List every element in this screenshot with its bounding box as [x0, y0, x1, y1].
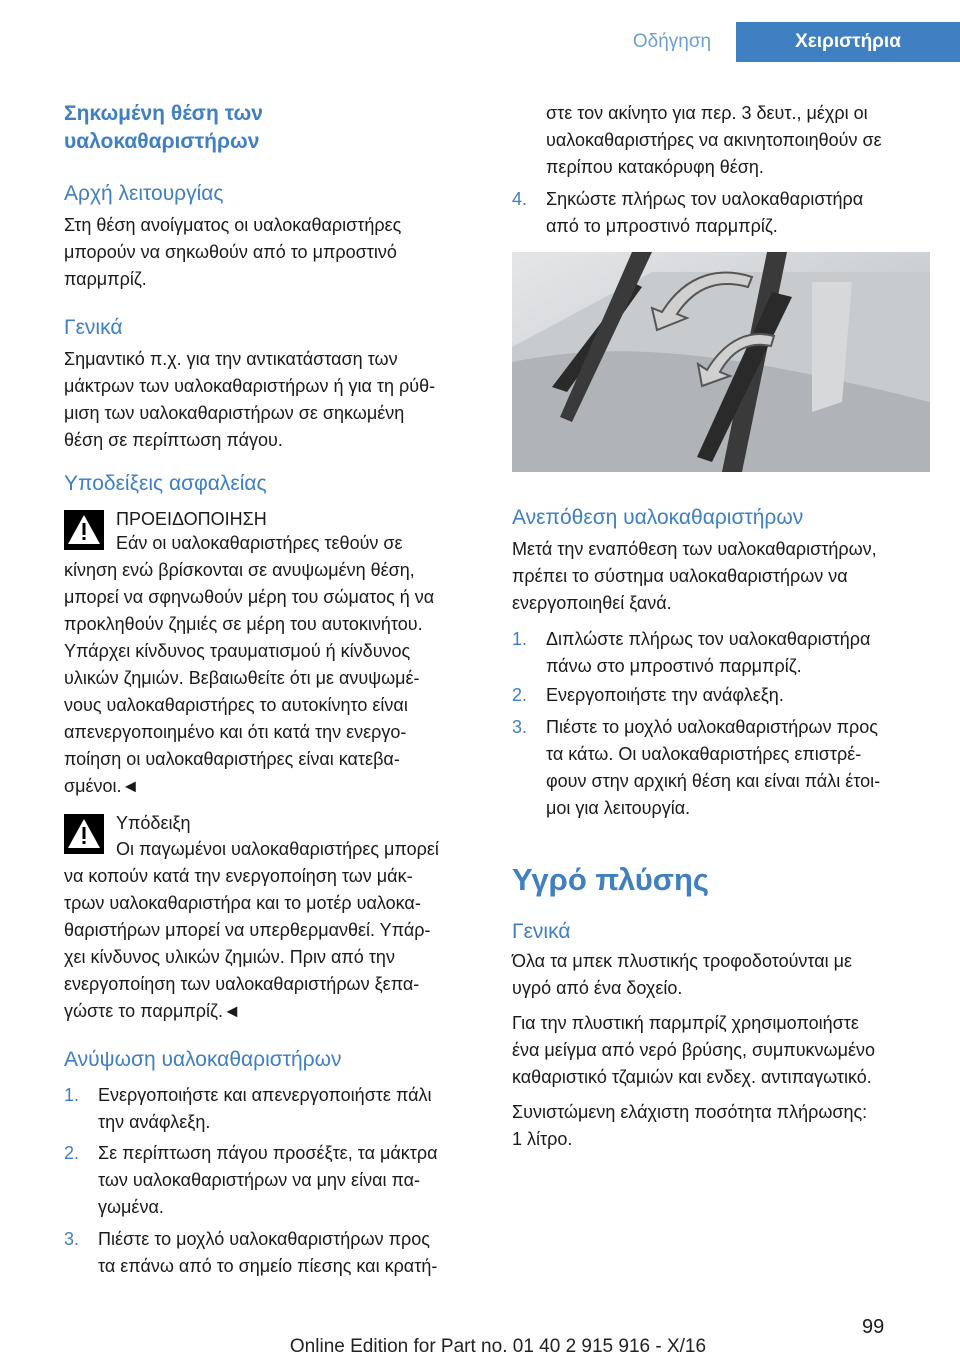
step-text-line: Διπλώστε πλήρως τον υαλοκαθαριστήρα	[546, 629, 871, 649]
header-section-tab[interactable]: Οδήγηση	[632, 31, 712, 52]
step-text-line: των υαλοκαθαριστήρων να μην είναι πα‐	[98, 1170, 421, 1190]
principle-heading: Αρχή λειτουργίας	[64, 182, 224, 205]
step-text-line: στε τον ακίνητο για περ. 3 δευτ., μέχρι οι	[546, 103, 868, 123]
raise-step-3-continued	[546, 100, 946, 181]
step-text-line: Πιέστε το μοχλό υαλοκαθαριστήρων προς	[546, 717, 878, 737]
step-text-line: πάνω στο μπροστινό παρμπρίζ.	[546, 656, 802, 676]
lower-step-2	[512, 682, 930, 712]
warning-2-title: Υπόδειξη	[116, 813, 191, 833]
raise-step-2	[64, 1140, 482, 1220]
general-line-4: θέση σε περίπτωση πάγου.	[64, 430, 283, 450]
step-text-line: μοι για λειτουργία.	[546, 798, 691, 818]
warning-triangle-icon	[64, 510, 104, 550]
wiper-illustration-drawing	[512, 252, 930, 472]
step-number: 3.	[512, 717, 528, 737]
lower-text-line: ενεργοποιηθεί ξανά.	[512, 593, 672, 613]
lower-text-line: πρέπει το σύστημα υαλοκαθαριστήρων να	[512, 566, 848, 586]
raise-step-4	[512, 186, 930, 242]
warning-2-line-4: θαριστήρων μπορεί να υπερθερμανθεί. Υπάρ‐	[64, 920, 431, 940]
lower-section	[512, 504, 930, 617]
step-text-line: υαλοκαθαριστήρες να ακινητοποιηθούν σε	[546, 130, 882, 150]
warning-2-line-7: γώστε το παρμπρίζ.◄	[64, 1001, 241, 1021]
step-text-line: Πιέστε το μοχλό υαλοκαθαριστήρων προς	[98, 1229, 430, 1249]
raise-step-3	[64, 1226, 482, 1282]
warning-triangle-icon	[64, 814, 104, 854]
lower-step-1	[512, 626, 930, 682]
section-title-line-2: υαλοκαθαριστήρων	[64, 130, 260, 153]
header-chapter-tab[interactable]: Χειριστήρια	[736, 22, 960, 62]
section-title-line-1: Σηκωμένη θέση των	[64, 102, 263, 125]
warning-2-first-line	[116, 836, 482, 863]
warning-2-line-3: τρων υαλοκαθαριστήρα και το μοτέρ υαλοκα‐	[64, 893, 421, 913]
washer-text-line: Συνιστώμενη ελάχιστη ποσότητα πλήρωσης:	[512, 1102, 868, 1122]
step-number: 1.	[64, 1085, 80, 1105]
wiper-illustration	[512, 252, 930, 472]
warning-2-line-2: να κοπούν κατά την ενεργοποίηση των μάκ‐	[64, 866, 413, 886]
general-section	[64, 314, 480, 454]
step-number: 2.	[512, 685, 528, 705]
warning-1-line-8: απενεργοποιημένο και ότι κατά την ενεργο‐	[64, 722, 407, 742]
warning-1-line-6: υλικών ζημιών. Βεβαιωθείτε ότι με ανυψωμέ‐	[64, 668, 420, 688]
step-text-line: τα κάτω. Οι υαλοκαθαριστήρες επιστρέ‐	[546, 744, 862, 764]
step-text-line: από το μπροστινό παρμπρίζ.	[546, 216, 778, 236]
washer-heading-text: Υγρό πλύσης	[512, 862, 710, 897]
principle-line-2: μπορούν να σηκωθούν από το μπροστινό	[64, 242, 397, 262]
step-text-line: την ανάφλεξη.	[98, 1112, 211, 1132]
lower-step-3	[512, 714, 930, 824]
section-title	[64, 100, 480, 156]
washer-general-heading: Γενικά	[512, 920, 571, 943]
washer-text-line: 1 λίτρο.	[512, 1129, 573, 1149]
safety-heading: Υποδείξεις ασφαλείας	[64, 472, 267, 495]
step-text-line: τα επάνω από το σημείο πίεσης και κρατή‐	[98, 1256, 438, 1276]
raise-heading-text: Ανύψωση υαλοκαθαριστήρων	[64, 1048, 342, 1071]
step-number: 3.	[64, 1229, 80, 1249]
step-text-line: Ενεργοποιήστε και απενεργοποιήστε πάλι	[98, 1085, 432, 1105]
warning-1-line-2: κίνηση ενώ βρίσκονται σε ανυψωμένη θέση,	[64, 560, 415, 580]
step-text-line: Σε περίπτωση πάγου προσέξτε, τα μάκτρα	[98, 1143, 438, 1163]
step-number: 2.	[64, 1143, 80, 1163]
warning-1-line-4: προκληθούν ζημιές σε μέρη του αυτοκινήτου.	[64, 614, 423, 634]
principle-section	[64, 180, 480, 293]
warning-1-line-9: ποίηση οι υαλοκαθαριστήρες είναι κατεβα‐	[64, 749, 400, 769]
warning-1-body	[64, 557, 482, 800]
washer-heading	[512, 862, 930, 898]
washer-text-line: ένα μείγμα από νερό βρύσης, συμπυκνωμένο	[512, 1040, 875, 1060]
warning-2-body	[64, 863, 482, 1025]
raise-heading	[64, 1046, 480, 1074]
general-line-3: μιση των υαλοκαθαριστήρων σε σηκωμένη	[64, 403, 405, 423]
warning-1-title: ΠΡΟΕΙΔΟΠΟΙΗΣΗ	[116, 509, 267, 529]
warning-2-line-6: ενεργοποίηση των υαλοκαθαριστήρων ξεπα‐	[64, 974, 420, 994]
general-line-2: μάκτρων των υαλοκαθαριστήρων ή για τη ρύθ‐	[64, 376, 436, 396]
page-header	[0, 0, 960, 60]
step-number: 1.	[512, 629, 528, 649]
step-text-line: περίπου κατακόρυφη θέση.	[546, 157, 764, 177]
warning-2-line-1: Οι παγωμένοι υαλοκαθαριστήρες μπορεί	[116, 839, 439, 859]
step-text-line: Ενεργοποιήστε την ανάφλεξη.	[546, 685, 784, 705]
step-text-line: Σηκώστε πλήρως τον υαλοκαθαριστήρα	[546, 189, 864, 209]
step-text-line: φουν στην αρχική θέση και είναι πάλι έτοι‐	[546, 771, 881, 791]
washer-text-line: καθαριστικό τζαμιών και ενδεχ. αντιπαγωτικό.	[512, 1067, 872, 1087]
warning-1-line-3: μπορεί να σφηνωθούν μέρη του σώματος ή να	[64, 587, 435, 607]
washer-text-line: Για την πλυστική παρμπρίζ χρησιμοποιήστε	[512, 1013, 859, 1033]
step-text-line: γωμένα.	[98, 1197, 164, 1217]
page-number: 99	[862, 1316, 885, 1338]
principle-line-1: Στη θέση ανοίγματος οι υαλοκαθαριστήρες	[64, 215, 402, 235]
warning-1-line-1: Εάν οι υαλοκαθαριστήρες τεθούν σε	[116, 533, 403, 553]
warning-1-line-5: Υπάρχει κίνδυνος τραυματισμού ή κίνδυνος	[64, 641, 411, 661]
edition-footer: Online Edition for Part no. 01 40 2 915 916 - X/16	[289, 1336, 707, 1357]
general-heading: Γενικά	[64, 316, 123, 339]
warning-2-line-5: χει κίνδυνος υλικών ζημιών. Πριν από την	[64, 947, 395, 967]
raise-step-1	[64, 1082, 482, 1132]
general-line-1: Σημαντικό π.χ. για την αντικατάσταση των	[64, 349, 398, 369]
lower-text-line: Μετά την εναπόθεση των υαλοκαθαριστήρων,	[512, 539, 877, 559]
lower-heading: Ανεπόθεση υαλοκαθαριστήρων	[512, 506, 804, 529]
warning-1-first-line	[116, 530, 482, 557]
washer-text-line: Όλα τα μπεκ πλυστικής τροφοδοτούνται με	[512, 951, 853, 971]
principle-line-3: παρμπρίζ.	[64, 269, 147, 289]
warning-1-line-10: σμένοι.◄	[64, 776, 140, 796]
washer-section	[512, 918, 930, 1153]
washer-text-line: υγρό από ένα δοχείο.	[512, 978, 683, 998]
step-number: 4.	[512, 189, 528, 209]
warning-1-line-7: νους υαλοκαθαριστήρες το αυτοκίνητο είναι	[64, 695, 408, 715]
